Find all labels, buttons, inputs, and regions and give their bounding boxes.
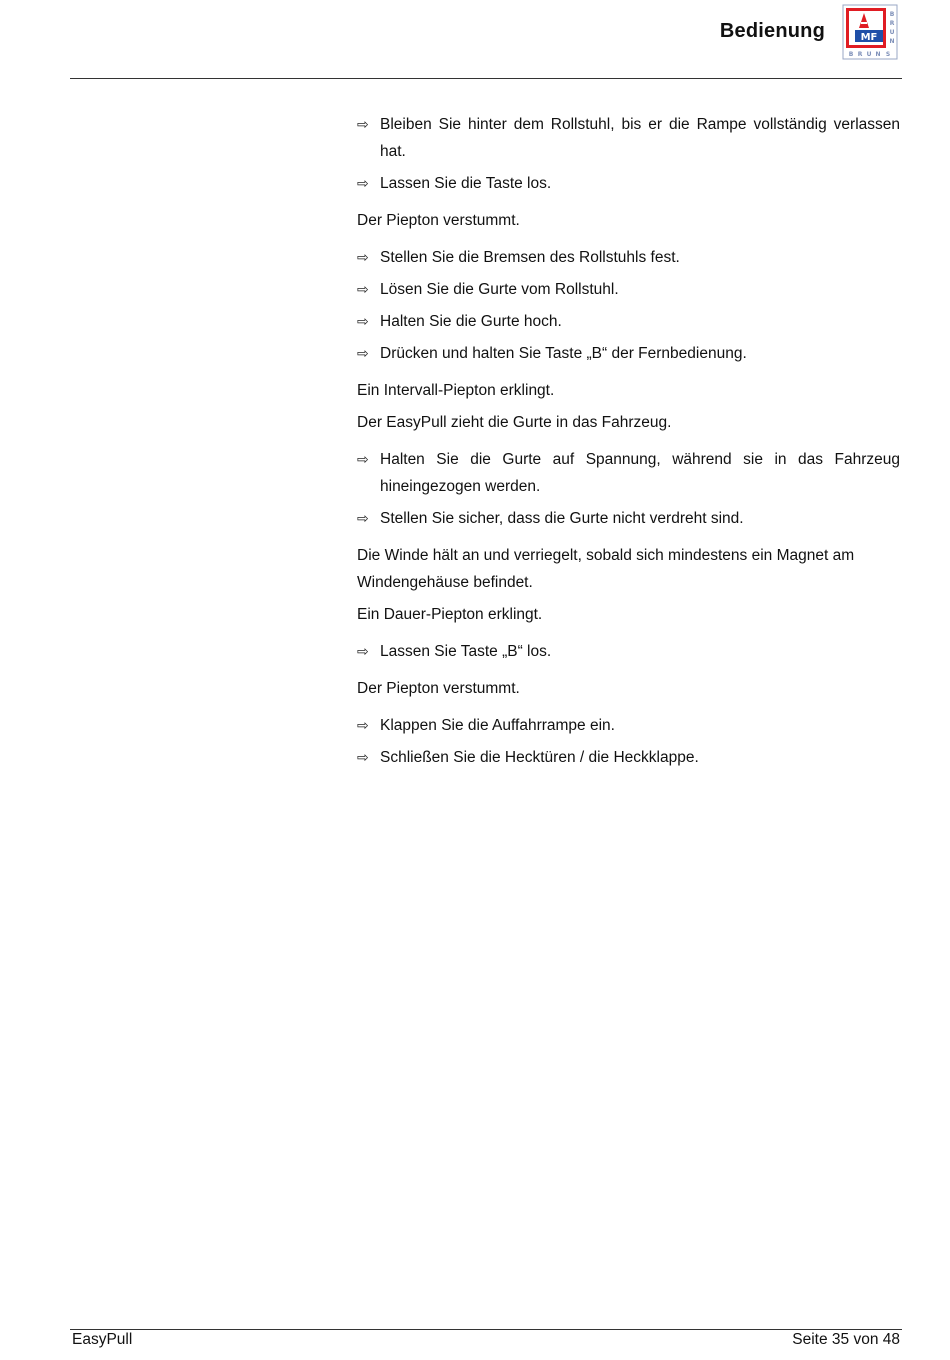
step-text: Stellen Sie sicher, dass die Gurte nicht verdreht sind. (380, 510, 744, 527)
header-divider (70, 78, 902, 79)
step-text: Drücken und halten Sie Taste „B“ der Fernbedienung. (380, 345, 747, 362)
instruction-step (357, 712, 900, 739)
instruction-step (357, 170, 900, 197)
result-text: Der Piepton verstummt. (357, 680, 520, 697)
step-text: Schließen Sie die Hecktüren / die Heckklappe. (380, 749, 699, 766)
step-text: Klappen Sie die Auffahrrampe ein. (380, 717, 615, 734)
instruction-content (357, 111, 900, 776)
step-text: Halten Sie die Gurte auf Spannung, während sie in das Fahrzeug hineingezogen werden. (380, 451, 900, 495)
footer-divider (70, 1329, 902, 1330)
instruction-step (357, 244, 900, 271)
arrow-right-icon: ⇨ (357, 116, 369, 132)
arrow-right-icon: ⇨ (357, 643, 369, 659)
step-text: Bleiben Sie hinter dem Rollstuhl, bis er die Rampe vollständig verlassen hat. (380, 116, 900, 160)
instruction-step (357, 505, 900, 532)
svg-text:U: U (866, 51, 872, 58)
step-text: Lassen Sie Taste „B“ los. (380, 643, 552, 660)
step-text: Halten Sie die Gurte hoch. (380, 313, 562, 330)
svg-text:N: N (889, 38, 895, 45)
instruction-step (357, 744, 900, 771)
result-text: Ein Intervall-Piepton erklingt. (357, 382, 555, 399)
result-text: Die Winde hält an und verriegelt, sobald sich mindestens ein Magnet am Windengehäuse befindet. (357, 547, 855, 591)
svg-text:B: B (848, 51, 854, 58)
instruction-step (357, 446, 900, 500)
arrow-right-icon: ⇨ (357, 717, 369, 733)
result-text: Ein Dauer-Piepton erklingt. (357, 606, 543, 623)
page-title: Bedienung (719, 20, 825, 42)
arrow-right-icon: ⇨ (357, 249, 369, 265)
arrow-right-icon: ⇨ (357, 345, 369, 361)
step-text: Lassen Sie die Taste los. (380, 175, 552, 192)
instruction-step (357, 276, 900, 303)
instruction-step (357, 308, 900, 335)
step-text: Stellen Sie die Bremsen des Rollstuhls fest. (380, 249, 680, 266)
svg-text:R: R (857, 51, 863, 58)
svg-text:B: B (889, 11, 895, 18)
footer-page-number: Seite 35 von 48 (792, 1331, 900, 1348)
arrow-right-icon: ⇨ (357, 451, 369, 467)
arrow-right-icon: ⇨ (357, 749, 369, 765)
arrow-right-icon: ⇨ (357, 281, 369, 297)
arrow-right-icon: ⇨ (357, 175, 369, 191)
step-text: Lösen Sie die Gurte vom Rollstuhl. (380, 281, 619, 298)
footer-product-name: EasyPull (72, 1331, 133, 1348)
svg-text:MF: MF (860, 32, 878, 43)
arrow-right-icon: ⇨ (357, 510, 369, 526)
result-text: Der EasyPull zieht die Gurte in das Fahrzeug. (357, 414, 672, 431)
instruction-step (357, 111, 900, 165)
svg-text:U: U (889, 29, 895, 36)
svg-text:S: S (885, 51, 891, 58)
result-text: Der Piepton verstummt. (357, 212, 520, 229)
instruction-step (357, 340, 900, 367)
instruction-step (357, 638, 900, 665)
arrow-right-icon: ⇨ (357, 313, 369, 329)
amf-bruns-logo (842, 4, 898, 60)
svg-text:R: R (889, 20, 895, 27)
svg-text:N: N (875, 51, 881, 58)
